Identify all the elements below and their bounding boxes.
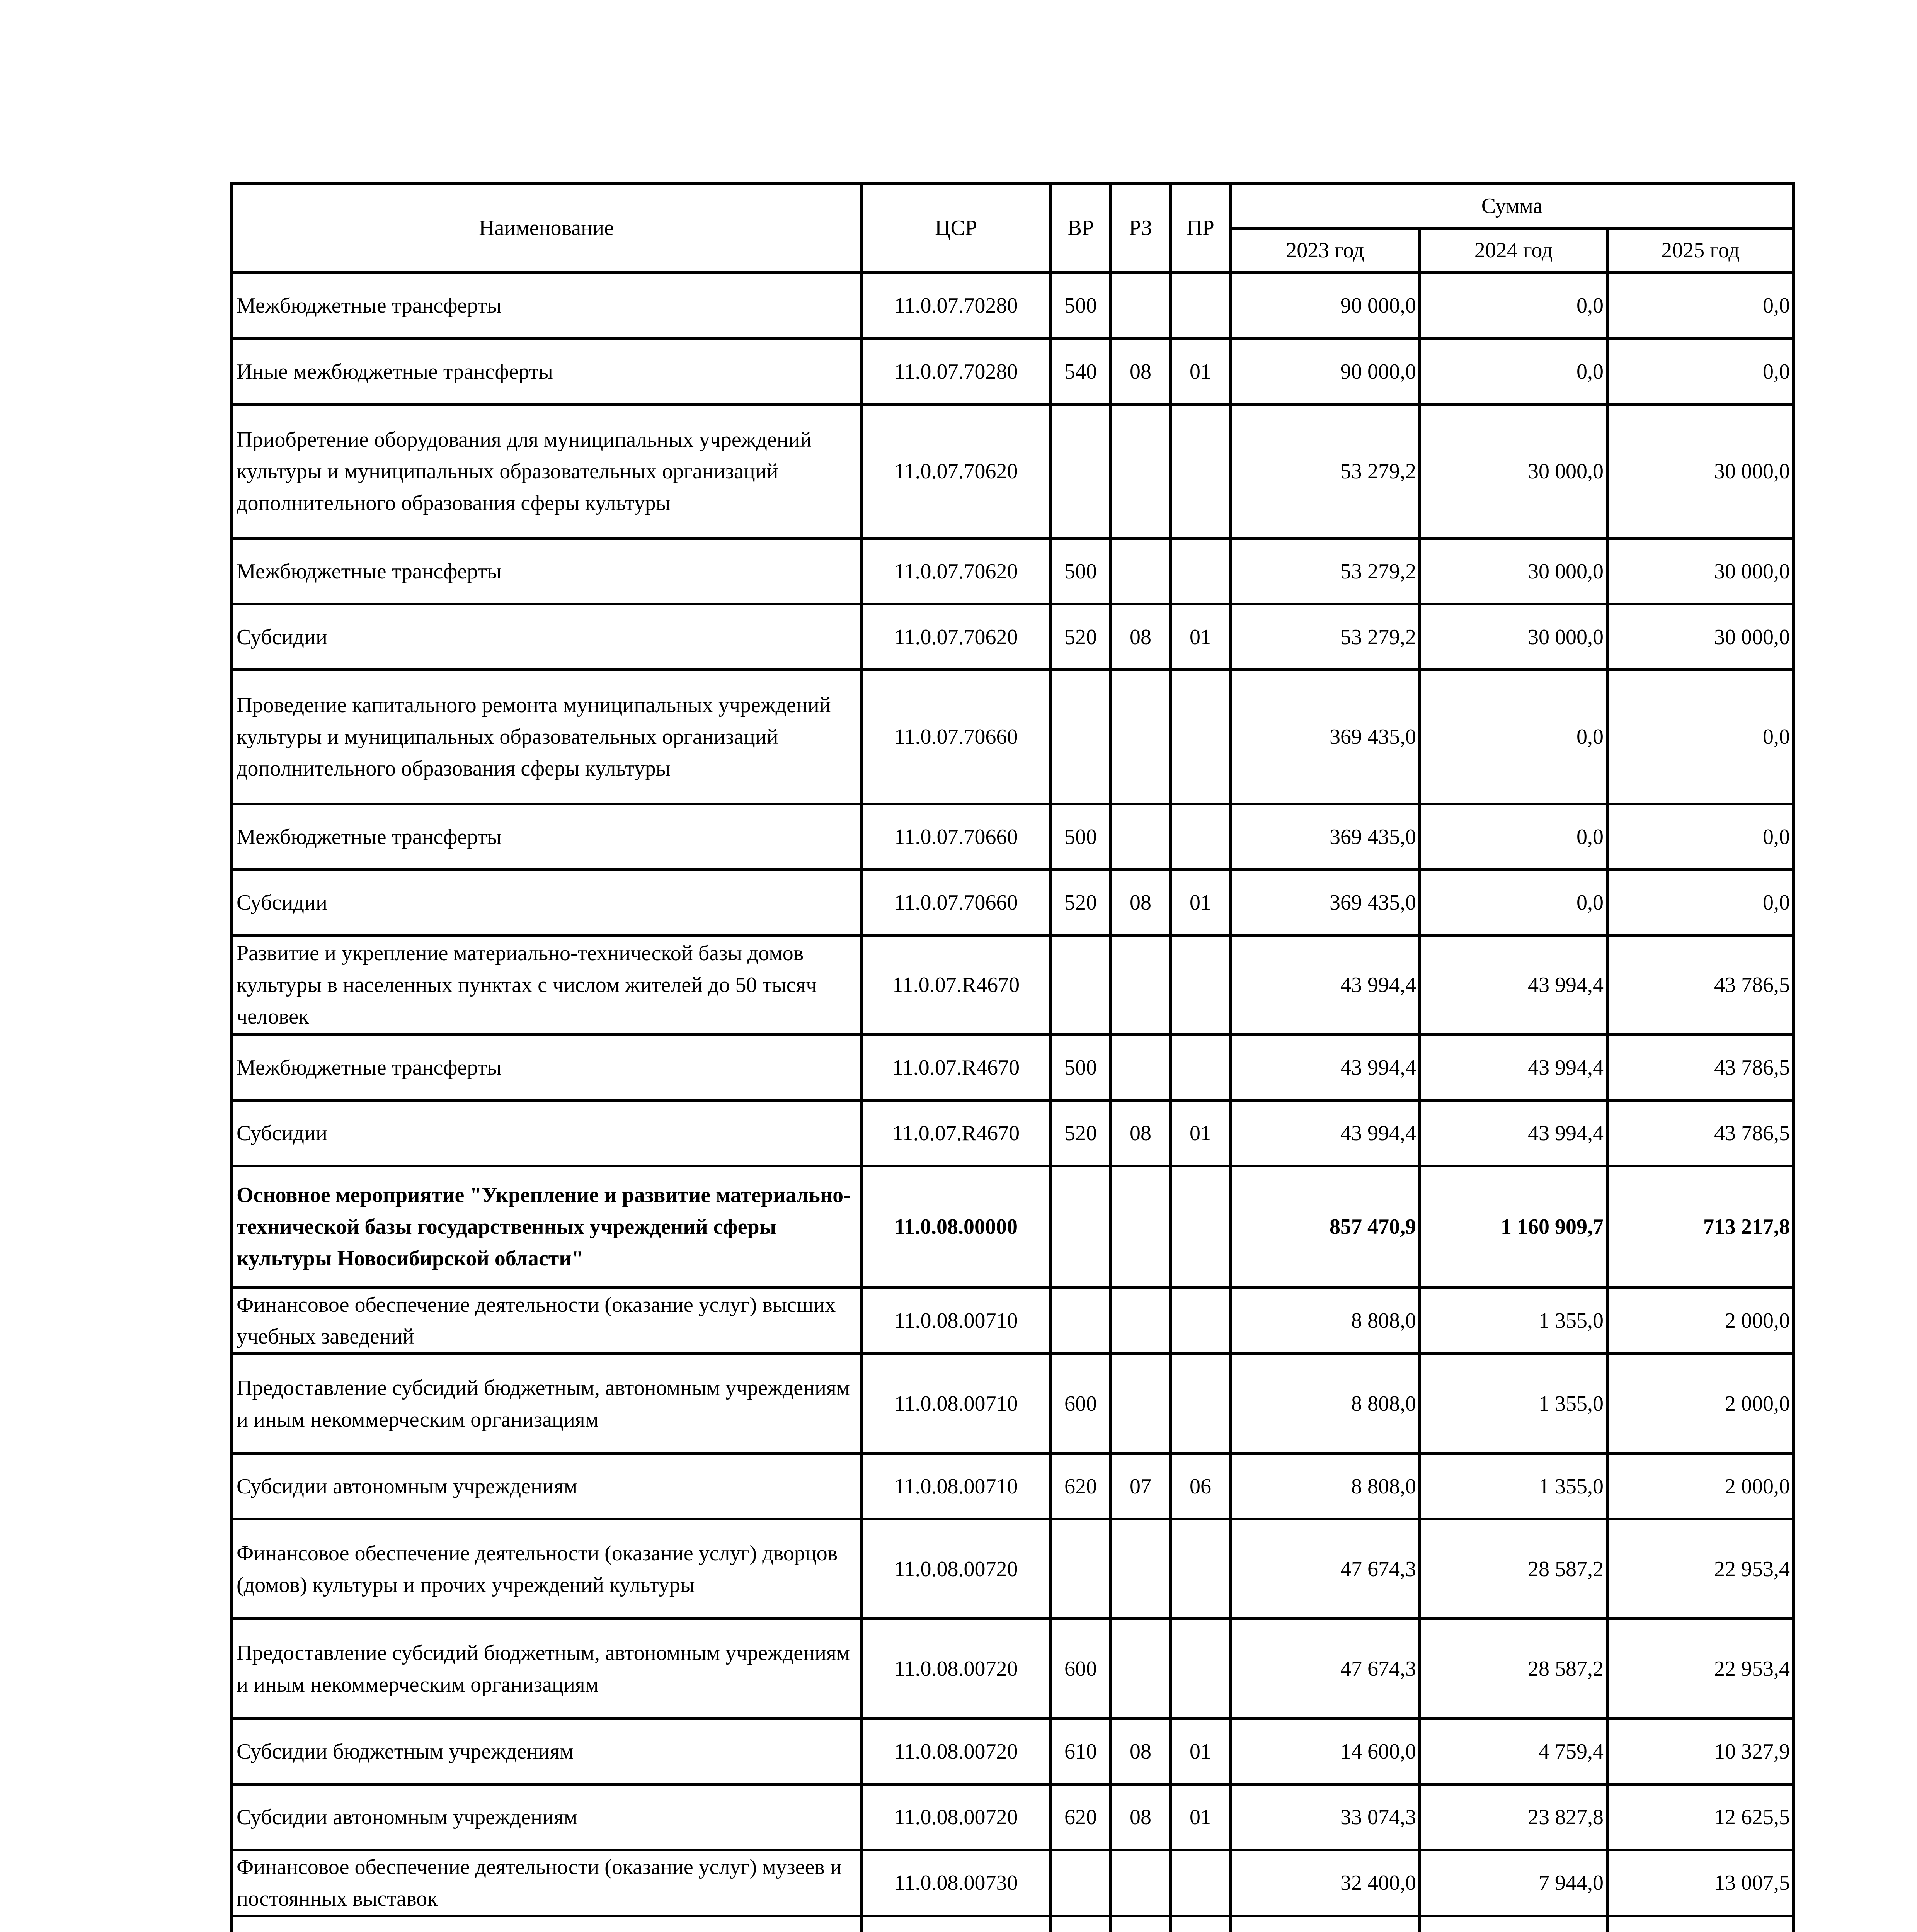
cell-rz: 08 [1111, 339, 1171, 405]
cell-2023: 369 435,0 [1231, 670, 1420, 804]
cell-pr: 01 [1171, 1719, 1231, 1784]
table-row [232, 1454, 1794, 1519]
cell-rz [1111, 1916, 1171, 1932]
cell-csr: 11.0.08.00720 [861, 1619, 1051, 1719]
cell-vr: 600 [1051, 1619, 1111, 1719]
cell-2025: 22 953,4 [1607, 1519, 1794, 1619]
cell-name: Приобретение оборудования для муниципальных учреждений культуры и муниципальных образовательных организаций дополнительного образования сферы культуры [232, 405, 861, 539]
cell-rz [1111, 539, 1171, 604]
header-name: Наименование [232, 184, 861, 272]
cell-2025: 30 000,0 [1607, 539, 1794, 604]
header-rz: РЗ [1111, 184, 1171, 272]
cell-name: Субсидии бюджетным учреждениям [232, 1719, 861, 1784]
cell-name: Межбюджетные трансферты [232, 539, 861, 604]
header-2024: 2024 год [1420, 228, 1607, 272]
cell-pr [1171, 1619, 1231, 1719]
cell-2024: 30 000,0 [1420, 405, 1607, 539]
table-row [232, 1719, 1794, 1784]
cell-pr [1171, 272, 1231, 339]
cell-2023 [1231, 1916, 1420, 1932]
table-row [232, 804, 1794, 870]
cell-2023: 33 074,3 [1231, 1784, 1420, 1850]
cell-pr [1171, 935, 1231, 1035]
cell-rz [1111, 1354, 1171, 1454]
cell-2025: 22 953,4 [1607, 1619, 1794, 1719]
cell-rz [1111, 405, 1171, 539]
cell-vr: 520 [1051, 1100, 1111, 1166]
cell-csr: 11.0.07.70660 [861, 670, 1051, 804]
cell-rz [1111, 1519, 1171, 1619]
cell-csr: 11.0.08.00720 [861, 1784, 1051, 1850]
cell-2024: 1 355,0 [1420, 1454, 1607, 1519]
table-row [232, 870, 1794, 935]
cell-2023: 8 808,0 [1231, 1454, 1420, 1519]
cell-vr [1051, 670, 1111, 804]
cell-rz [1111, 935, 1171, 1035]
cell-vr: 500 [1051, 539, 1111, 604]
cell-name: Субсидии автономным учреждениям [232, 1454, 861, 1519]
table-row [232, 1784, 1794, 1850]
cell-csr [861, 1916, 1051, 1932]
cell-vr [1051, 1519, 1111, 1619]
cell-pr: 06 [1171, 1454, 1231, 1519]
cell-csr: 11.0.07.70620 [861, 604, 1051, 670]
cell-rz [1111, 1619, 1171, 1719]
cell-pr [1171, 804, 1231, 870]
cell-csr: 11.0.08.00730 [861, 1850, 1051, 1916]
cell-name: Межбюджетные трансферты [232, 272, 861, 339]
cell-csr: 11.0.08.00720 [861, 1519, 1051, 1619]
table-row [232, 1619, 1794, 1719]
cell-vr: 600 [1051, 1354, 1111, 1454]
table-row [232, 670, 1794, 804]
cell-vr [1051, 1166, 1111, 1288]
cell-2023: 43 994,4 [1231, 1100, 1420, 1166]
cell-csr: 11.0.07.R4670 [861, 1035, 1051, 1100]
cell-rz [1111, 1288, 1171, 1354]
cell-2025: 2 000,0 [1607, 1288, 1794, 1354]
cell-rz [1111, 804, 1171, 870]
cell-rz [1111, 272, 1171, 339]
cell-2024: 30 000,0 [1420, 604, 1607, 670]
cell-csr: 11.0.08.00000 [861, 1166, 1051, 1288]
cell-rz: 08 [1111, 1784, 1171, 1850]
cell-2025: 43 786,5 [1607, 1035, 1794, 1100]
cell-2025: 10 327,9 [1607, 1719, 1794, 1784]
table-header [232, 184, 1794, 272]
cell-name: Основное мероприятие "Укрепление и развитие материально-технической базы государственных учреждений сферы культуры Новосибирской области" [232, 1166, 861, 1288]
table-row [232, 935, 1794, 1035]
cell-vr: 620 [1051, 1784, 1111, 1850]
cell-pr [1171, 1519, 1231, 1619]
cell-name: Финансовое обеспечение деятельности (оказание услуг) высших учебных заведений [232, 1288, 861, 1354]
cell-2024: 0,0 [1420, 339, 1607, 405]
cell-csr: 11.0.08.00710 [861, 1288, 1051, 1354]
cell-2023: 90 000,0 [1231, 272, 1420, 339]
cell-vr [1051, 1916, 1111, 1932]
cell-rz: 08 [1111, 1100, 1171, 1166]
cell-2025: 43 786,5 [1607, 1100, 1794, 1166]
cell-2025: 0,0 [1607, 670, 1794, 804]
cell-name [232, 1916, 861, 1932]
table-row [232, 1100, 1794, 1166]
table-row [232, 1850, 1794, 1916]
cell-csr: 11.0.07.R4670 [861, 1100, 1051, 1166]
cell-pr: 01 [1171, 1100, 1231, 1166]
cell-2025: 2 000,0 [1607, 1454, 1794, 1519]
cell-vr [1051, 1850, 1111, 1916]
cell-rz: 08 [1111, 1719, 1171, 1784]
cell-csr: 11.0.07.70660 [861, 870, 1051, 935]
cell-2024: 1 160 909,7 [1420, 1166, 1607, 1288]
cell-2023: 32 400,0 [1231, 1850, 1420, 1916]
cell-2023: 90 000,0 [1231, 339, 1420, 405]
cell-2023: 53 279,2 [1231, 405, 1420, 539]
cell-2023: 43 994,4 [1231, 935, 1420, 1035]
cell-name: Субсидии [232, 1100, 861, 1166]
cell-vr: 520 [1051, 604, 1111, 670]
cell-pr [1171, 1354, 1231, 1454]
cell-name: Субсидии [232, 870, 861, 935]
cell-csr: 11.0.07.70620 [861, 539, 1051, 604]
table-body [232, 272, 1794, 1932]
cell-pr [1171, 405, 1231, 539]
cell-csr: 11.0.08.00710 [861, 1354, 1051, 1454]
cell-csr: 11.0.07.70620 [861, 405, 1051, 539]
cell-pr [1171, 1035, 1231, 1100]
cell-csr: 11.0.07.70280 [861, 339, 1051, 405]
cell-2024 [1420, 1916, 1607, 1932]
table-row [232, 272, 1794, 339]
cell-vr [1051, 405, 1111, 539]
budget-table [230, 182, 1795, 1932]
cell-2024: 23 827,8 [1420, 1784, 1607, 1850]
cell-2023: 43 994,4 [1231, 1035, 1420, 1100]
header-2023: 2023 год [1231, 228, 1420, 272]
cell-vr [1051, 935, 1111, 1035]
table-row [232, 1035, 1794, 1100]
cell-vr: 500 [1051, 1035, 1111, 1100]
cell-rz: 08 [1111, 604, 1171, 670]
cell-csr: 11.0.07.70660 [861, 804, 1051, 870]
cell-2024: 43 994,4 [1420, 1035, 1607, 1100]
cell-name: Развитие и укрепление материально-технической базы домов культуры в населенных пунктах с числом жителей до 50 тысяч человек [232, 935, 861, 1035]
cell-2025 [1607, 1916, 1794, 1932]
cell-rz [1111, 1850, 1171, 1916]
cell-2025: 30 000,0 [1607, 405, 1794, 539]
table-row [232, 1166, 1794, 1288]
cell-2024: 28 587,2 [1420, 1619, 1607, 1719]
cell-rz: 08 [1111, 870, 1171, 935]
cell-name: Предоставление субсидий бюджетным, автономным учреждениям и иным некоммерческим организациям [232, 1619, 861, 1719]
cell-pr: 01 [1171, 339, 1231, 405]
cell-2024: 28 587,2 [1420, 1519, 1607, 1619]
cell-name: Иные межбюджетные трансферты [232, 339, 861, 405]
table-row [232, 405, 1794, 539]
cell-2025: 30 000,0 [1607, 604, 1794, 670]
cell-rz [1111, 1166, 1171, 1288]
cell-pr [1171, 1166, 1231, 1288]
cell-2024: 1 355,0 [1420, 1288, 1607, 1354]
cell-name: Субсидии автономным учреждениям [232, 1784, 861, 1850]
cell-csr: 11.0.08.00720 [861, 1719, 1051, 1784]
cell-pr: 01 [1171, 1784, 1231, 1850]
header-sum: Сумма [1231, 184, 1794, 228]
cell-2024: 43 994,4 [1420, 935, 1607, 1035]
cell-csr: 11.0.08.00710 [861, 1454, 1051, 1519]
cell-2023: 53 279,2 [1231, 604, 1420, 670]
cell-2023: 47 674,3 [1231, 1619, 1420, 1719]
cell-2025: 2 000,0 [1607, 1354, 1794, 1454]
cell-pr [1171, 1850, 1231, 1916]
cell-pr [1171, 539, 1231, 604]
cell-name: Субсидии [232, 604, 861, 670]
cell-vr [1051, 1288, 1111, 1354]
cell-name: Финансовое обеспечение деятельности (оказание услуг) музеев и постоянных выставок [232, 1850, 861, 1916]
cell-2024: 1 355,0 [1420, 1354, 1607, 1454]
table-row [232, 539, 1794, 604]
table-row [232, 1916, 1794, 1932]
cell-vr: 500 [1051, 272, 1111, 339]
cell-pr [1171, 670, 1231, 804]
cell-2024: 0,0 [1420, 670, 1607, 804]
cell-pr [1171, 1288, 1231, 1354]
cell-vr: 620 [1051, 1454, 1111, 1519]
cell-2023: 369 435,0 [1231, 870, 1420, 935]
cell-2025: 0,0 [1607, 804, 1794, 870]
cell-vr: 500 [1051, 804, 1111, 870]
cell-2024: 0,0 [1420, 870, 1607, 935]
cell-2025: 0,0 [1607, 870, 1794, 935]
header-vr: ВР [1051, 184, 1111, 272]
cell-csr: 11.0.07.R4670 [861, 935, 1051, 1035]
cell-name: Предоставление субсидий бюджетным, автономным учреждениям и иным некоммерческим организациям [232, 1354, 861, 1454]
cell-2025: 12 625,5 [1607, 1784, 1794, 1850]
cell-vr: 610 [1051, 1719, 1111, 1784]
cell-name: Межбюджетные трансферты [232, 1035, 861, 1100]
table-row [232, 1519, 1794, 1619]
table-row [232, 1288, 1794, 1354]
cell-2023: 857 470,9 [1231, 1166, 1420, 1288]
cell-2024: 0,0 [1420, 272, 1607, 339]
cell-2024: 43 994,4 [1420, 1100, 1607, 1166]
cell-2023: 8 808,0 [1231, 1288, 1420, 1354]
cell-2025: 0,0 [1607, 272, 1794, 339]
cell-2023: 369 435,0 [1231, 804, 1420, 870]
table-row [232, 1354, 1794, 1454]
cell-2023: 8 808,0 [1231, 1354, 1420, 1454]
cell-pr: 01 [1171, 870, 1231, 935]
cell-pr: 01 [1171, 604, 1231, 670]
cell-2023: 53 279,2 [1231, 539, 1420, 604]
cell-2023: 14 600,0 [1231, 1719, 1420, 1784]
table-row [232, 339, 1794, 405]
cell-name: Финансовое обеспечение деятельности (оказание услуг) дворцов (домов) культуры и прочих учреждений культуры [232, 1519, 861, 1619]
cell-2025: 13 007,5 [1607, 1850, 1794, 1916]
cell-rz: 07 [1111, 1454, 1171, 1519]
table-row [232, 604, 1794, 670]
cell-2024: 4 759,4 [1420, 1719, 1607, 1784]
header-pr: ПР [1171, 184, 1231, 272]
cell-2025: 713 217,8 [1607, 1166, 1794, 1288]
header-2025: 2025 год [1607, 228, 1794, 272]
header-csr: ЦСР [861, 184, 1051, 272]
cell-2024: 0,0 [1420, 804, 1607, 870]
cell-vr: 540 [1051, 339, 1111, 405]
cell-name: Межбюджетные трансферты [232, 804, 861, 870]
cell-vr: 520 [1051, 870, 1111, 935]
cell-2024: 30 000,0 [1420, 539, 1607, 604]
cell-2025: 0,0 [1607, 339, 1794, 405]
cell-2025: 43 786,5 [1607, 935, 1794, 1035]
cell-pr [1171, 1916, 1231, 1932]
cell-rz [1111, 670, 1171, 804]
cell-rz [1111, 1035, 1171, 1100]
cell-2024: 7 944,0 [1420, 1850, 1607, 1916]
cell-name: Проведение капитального ремонта муниципальных учреждений культуры и муниципальных образовательных организаций дополнительного образования сферы культуры [232, 670, 861, 804]
cell-2023: 47 674,3 [1231, 1519, 1420, 1619]
cell-csr: 11.0.07.70280 [861, 272, 1051, 339]
